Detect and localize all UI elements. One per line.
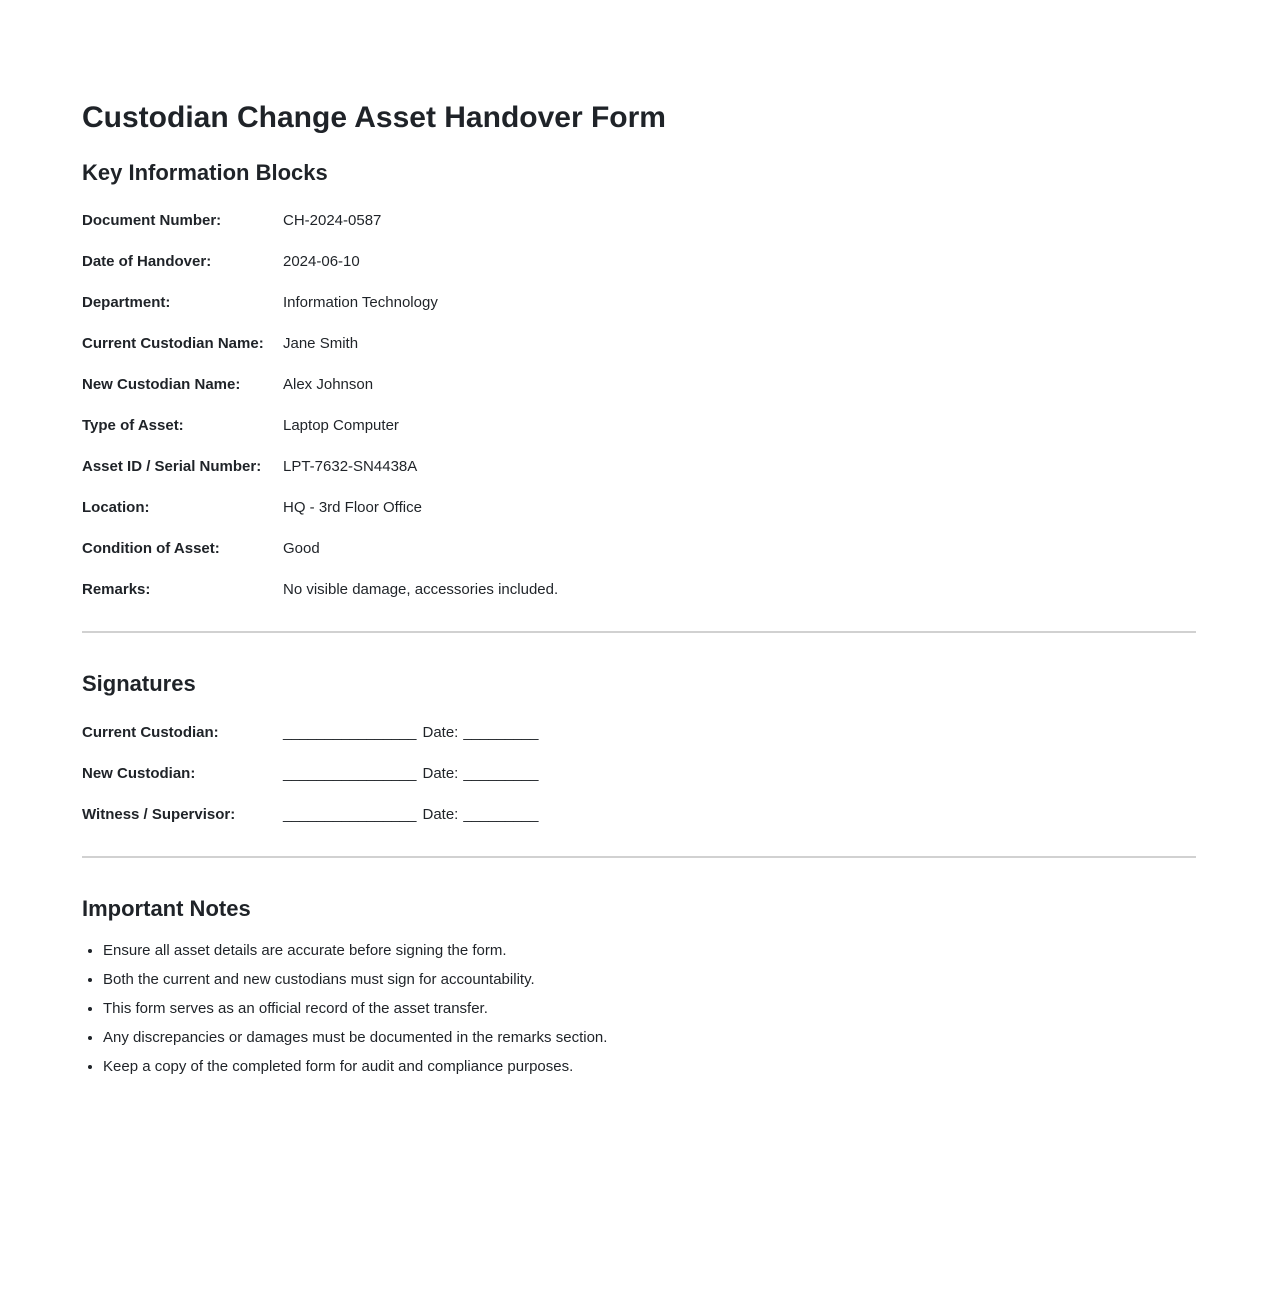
signature-line: ________________: [283, 764, 417, 782]
field-value: Good: [283, 540, 320, 558]
field-value: LPT-7632-SN4438A: [283, 458, 418, 476]
signature-row-witness-supervisor: [82, 794, 1196, 835]
signature-label: Witness / Supervisor:: [82, 805, 236, 823]
section-divider: [82, 856, 1196, 858]
signature-label: Current Custodian:: [82, 723, 219, 741]
field-label: Remarks:: [82, 581, 151, 599]
note-item: • This form serves as an official record of the asset transfer.: [103, 994, 1196, 1023]
page-title: Custodian Change Asset Handover Form: [82, 101, 666, 134]
key-info-row-document-number: [82, 200, 1196, 241]
important-notes-heading: Important Notes: [82, 895, 251, 921]
date-label: Date:: [422, 805, 459, 823]
section-divider: [82, 631, 1196, 633]
field-value: Alex Johnson: [283, 376, 374, 394]
key-info-row-new-custodian-name: [82, 364, 1196, 405]
field-value: Information Technology: [283, 294, 438, 312]
field-label: Location:: [82, 499, 150, 517]
field-label: Condition of Asset:: [82, 540, 220, 558]
key-information-section: [82, 160, 1196, 610]
signature-blank: [283, 722, 538, 743]
signatures-section: [82, 671, 1196, 834]
key-information-list: [82, 200, 1196, 610]
signature-line: ________________: [283, 805, 417, 823]
signature-blank: [283, 763, 538, 784]
key-info-row-asset-id-serial-number: [82, 446, 1196, 487]
note-item: • Both the current and new custodians must sign for accountability.: [103, 965, 1196, 994]
field-value: Laptop Computer: [283, 417, 399, 435]
field-value: No visible damage, accessories included.: [283, 581, 559, 599]
field-value: 2024-06-10: [283, 253, 360, 271]
signature-line: ________________: [283, 723, 417, 741]
signature-row-new-custodian: [82, 753, 1196, 794]
field-value: CH-2024-0587: [283, 212, 382, 230]
signatures-list: [82, 712, 1196, 835]
key-info-row-location: [82, 487, 1196, 528]
field-label: Date of Handover:: [82, 253, 212, 271]
date-line: _________: [463, 805, 539, 823]
field-label: New Custodian Name:: [82, 376, 241, 394]
key-info-row-current-custodian-name: [82, 323, 1196, 364]
date-label: Date:: [422, 723, 459, 741]
key-info-row-date-of-handover: [82, 241, 1196, 282]
signatures-heading: Signatures: [82, 671, 196, 697]
note-item: • Keep a copy of the completed form for audit and compliance purposes.: [103, 1052, 1196, 1081]
note-item: • Ensure all asset details are accurate before signing the form.: [103, 936, 1196, 965]
key-information-heading: Key Information Blocks: [82, 160, 328, 185]
important-notes-list: [82, 936, 1196, 1081]
field-label: Type of Asset:: [82, 417, 184, 435]
date-line: _________: [463, 764, 539, 782]
signature-row-current-custodian: [82, 712, 1196, 753]
signature-blank: [283, 804, 538, 825]
key-info-row-remarks: [82, 569, 1196, 610]
field-label: Current Custodian Name:: [82, 335, 264, 353]
key-info-row-department: [82, 282, 1196, 323]
note-item: • Any discrepancies or damages must be documented in the remarks section.: [103, 1023, 1196, 1052]
date-label: Date:: [422, 764, 459, 782]
field-label: Department:: [82, 294, 171, 312]
field-value: HQ - 3rd Floor Office: [283, 499, 422, 517]
signature-label: New Custodian:: [82, 764, 196, 782]
key-info-row-condition-of-asset: [82, 528, 1196, 569]
field-label: Asset ID / Serial Number:: [82, 458, 262, 476]
key-info-row-type-of-asset: [82, 405, 1196, 446]
important-notes-section: [82, 896, 1196, 1081]
field-label: Document Number:: [82, 212, 222, 230]
date-line: _________: [463, 723, 539, 741]
field-value: Jane Smith: [283, 335, 359, 353]
